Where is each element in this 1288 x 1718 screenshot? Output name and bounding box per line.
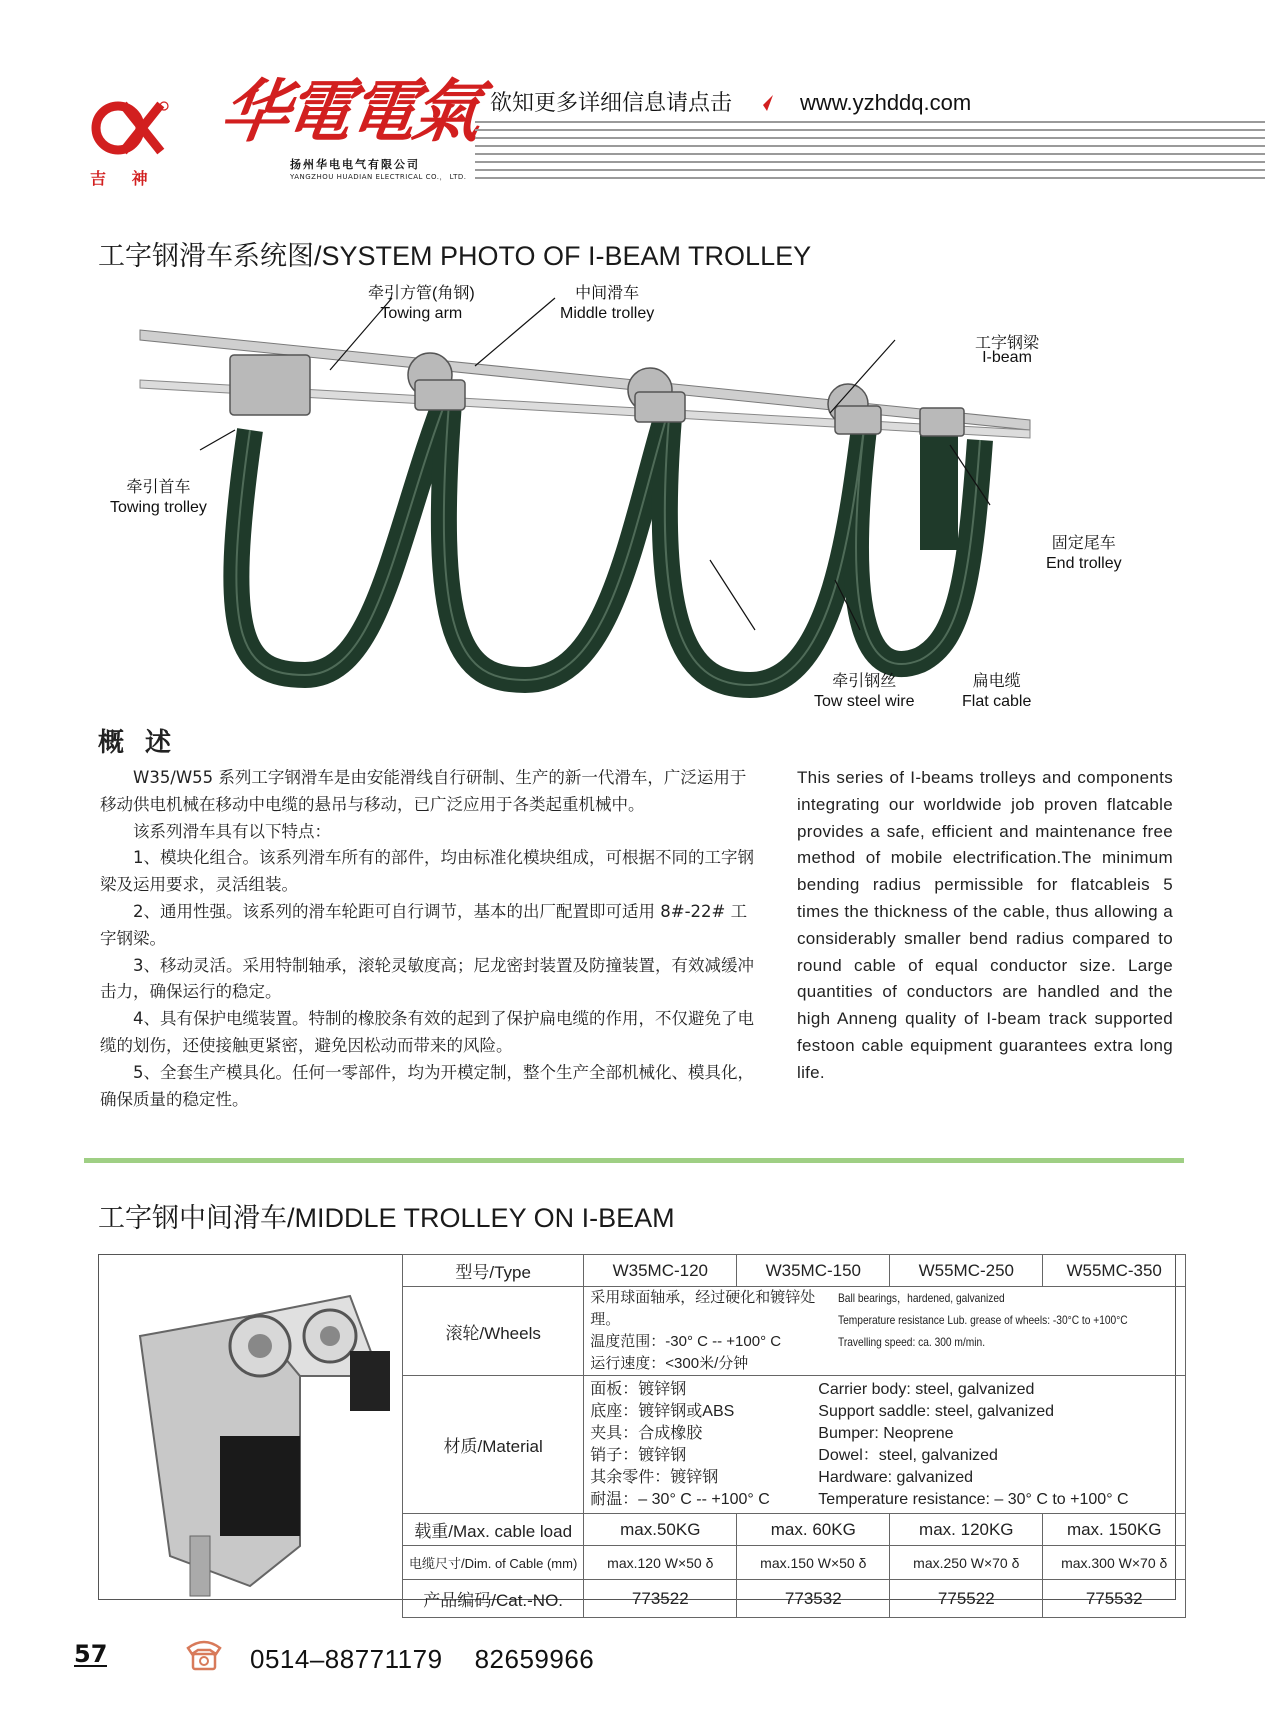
material-cn-line: 底座：镀锌钢或ABS — [590, 1402, 735, 1420]
company-name-cn: 扬州华电电气有限公司 — [290, 158, 420, 171]
material-cn-line: 耐温：– 30° C -- +100° C — [590, 1490, 770, 1508]
dim-value: max.150 W×50 δ — [737, 1546, 890, 1580]
cat-value: 775532 — [1043, 1580, 1186, 1618]
brand-logo-mark-icon — [88, 100, 170, 170]
header-stripes — [475, 118, 1265, 182]
model-header: W35MC-150 — [737, 1255, 890, 1287]
dim-label: 电缆尺寸/Dim. of Cable (mm) — [403, 1546, 584, 1580]
cat-label: 产品编码/Cat.-NO. — [403, 1580, 584, 1618]
phone-number: 82659966 — [474, 1644, 595, 1674]
overview-paragraph: 5、全套生产模具化。任何一零部件，均为开模定制，整个生产全部机械化、模具化，确保质量的稳定性。 — [100, 1062, 754, 1109]
wheels-spec — [584, 1287, 1186, 1376]
wheels-en-line: Travelling speed: ca. 300 m/min. — [838, 1335, 986, 1349]
page-number: 57 — [74, 1640, 108, 1668]
dim-value: max.120 W×50 δ — [584, 1546, 737, 1580]
overview-paragraph: 4、具有保护电缆装置。特制的橡胶条有效的起到了保护扁电缆的作用，不仅避免了电缆的划伤，还使接触更紧密，避免因松动而带来的风险。 — [100, 1009, 754, 1055]
overview-text-en: This series of I-beams trolleys and components integrating our worldwide job proven flatcable provides a safe, efficient and maintenance free method of mobile electrification.The minimum bending radius permissible for flatcableis 5 times the thickness of the cable, thus allowing a considerably smaller bend radius compared to round cable of equal conductor size. Large quantities of conductors are handled and the high Anneng quality of I-beam track supported festoon cable equipment guarantees extra long life. — [797, 768, 1173, 1082]
middle-trolley-title: 工字钢中间滑车/MIDDLE TROLLEY ON I-BEAM — [98, 1203, 675, 1233]
wheels-en-line: Temperature resistance Lub. grease of wheels: -30°C to +100°C — [838, 1313, 1128, 1327]
label-ibeam: 工字钢梁 I-beam — [975, 335, 1040, 366]
load-label: 载重/Max. cable load — [403, 1514, 584, 1546]
table-row — [403, 1514, 1186, 1546]
company-name-en: YANGZHOU HUADIAN ELECTRICAL CO.， LTD. — [290, 173, 467, 181]
overview-paragraph: 2、通用性强。该系列的滑车轮距可自行调节，基本的出厂配置即可适用 8#-22# 工字钢梁。 — [100, 901, 748, 948]
material-en-line: Support saddle: steel, galvanized — [818, 1402, 1055, 1420]
cat-value: 773522 — [584, 1580, 737, 1618]
overview-text-cn — [100, 765, 760, 1113]
load-value: max. 150KG — [1043, 1514, 1186, 1546]
label-end-trolley: 固定尾车 End trolley — [1046, 535, 1122, 572]
overview-paragraph: 3、移动灵活。采用特制轴承，滚轮灵敏度高；尼龙密封装置及防撞装置，有效减缓冲击力，确保运行的稳定。 — [100, 955, 754, 1002]
info-prompt: 欲知更多详细信息请点击 — [490, 91, 733, 116]
middle-trolley-product-image — [100, 1256, 400, 1598]
wheels-cn-line: 温度范围：-30° C -- +100° C — [590, 1333, 782, 1350]
table-row — [403, 1546, 1186, 1580]
model-header: W35MC-120 — [584, 1255, 737, 1287]
brand-script-logo: 华電電氣 — [215, 72, 483, 152]
wheels-label: 滚轮/Wheels — [403, 1287, 584, 1376]
label-flat-cable: 扁电缆 Flat cable — [962, 673, 1032, 710]
label-towing-arm: 牵引方管(角钢) Towing arm — [368, 285, 475, 322]
overview-paragraph: 该系列滑车具有以下特点： — [100, 821, 331, 841]
dim-value: max.300 W×70 δ — [1043, 1546, 1186, 1580]
wheels-cn-line: 采用球面轴承，经过硬化和镀锌处理。 — [590, 1289, 816, 1328]
material-cn-line: 销子：镀锌钢 — [590, 1446, 687, 1464]
telephone-icon — [184, 1636, 224, 1672]
material-en-line: Dowel：steel, galvanized — [818, 1446, 998, 1464]
red-arrow-icon — [753, 93, 775, 115]
system-photo-title: 工字钢滑车系统图/SYSTEM PHOTO OF I-BEAM TROLLEY — [98, 241, 812, 271]
table-row — [403, 1255, 1186, 1287]
table-row — [403, 1287, 1186, 1376]
table-row — [403, 1580, 1186, 1618]
load-value: max.50KG — [584, 1514, 737, 1546]
logo-subtitle: 吉 神 — [90, 169, 158, 188]
material-en-line: Bumper: Neoprene — [818, 1424, 954, 1442]
material-en-line: Hardware: galvanized — [818, 1468, 974, 1486]
header-info — [490, 86, 971, 117]
table-row — [403, 1376, 1186, 1514]
cat-value: 773532 — [737, 1580, 890, 1618]
model-header: W55MC-350 — [1043, 1255, 1186, 1287]
wheels-cn-line: 运行速度：<300米/分钟 — [590, 1355, 749, 1372]
overview-title: 概 述 — [98, 728, 178, 758]
label-towing-trolley: 牵引首车 Towing trolley — [110, 479, 207, 516]
material-cn-line: 其余零件：镀锌钢 — [590, 1468, 719, 1486]
material-spec — [584, 1376, 1186, 1514]
overview-paragraph: W35/W55 系列工字钢滑车是由安能滑线自行研制、生产的新一代滑车，广泛运用于移动供电机械在移动中电缆的悬吊与移动，已广泛应用于各类起重机械中。 — [100, 768, 747, 814]
material-cn-line: 夹具：合成橡胶 — [590, 1424, 703, 1442]
phone-number: 0514–88771179 — [250, 1644, 443, 1674]
material-label: 材质/Material — [403, 1376, 584, 1514]
cat-value: 775522 — [890, 1580, 1043, 1618]
contact-phones — [250, 1644, 626, 1675]
material-en-line: Carrier body: steel, galvanized — [818, 1380, 1035, 1398]
wheels-en-line: Ball bearings，hardened, galvanized — [838, 1291, 1006, 1305]
label-tow-steel-wire: 牵引钢丝 Tow steel wire — [814, 673, 915, 710]
website-link[interactable]: www.yzhddq.com — [800, 90, 972, 115]
material-cn-line: 面板：镀锌钢 — [590, 1380, 687, 1398]
material-en-line: Temperature resistance: – 30° C to +100° C — [818, 1490, 1129, 1508]
spec-table — [402, 1254, 1186, 1618]
label-middle-trolley: 中间滑车 Middle trolley — [560, 285, 655, 322]
dim-value: max.250 W×70 δ — [890, 1546, 1043, 1580]
load-value: max. 120KG — [890, 1514, 1043, 1546]
section-divider — [84, 1158, 1184, 1163]
overview-paragraph: 1、模块化组合。该系列滑车所有的部件，均由标准化模块组成，可根据不同的工字钢梁及运用要求，灵活组装。 — [100, 848, 754, 895]
type-label: 型号/Type — [403, 1255, 584, 1287]
model-header: W55MC-250 — [890, 1255, 1043, 1287]
load-value: max. 60KG — [737, 1514, 890, 1546]
